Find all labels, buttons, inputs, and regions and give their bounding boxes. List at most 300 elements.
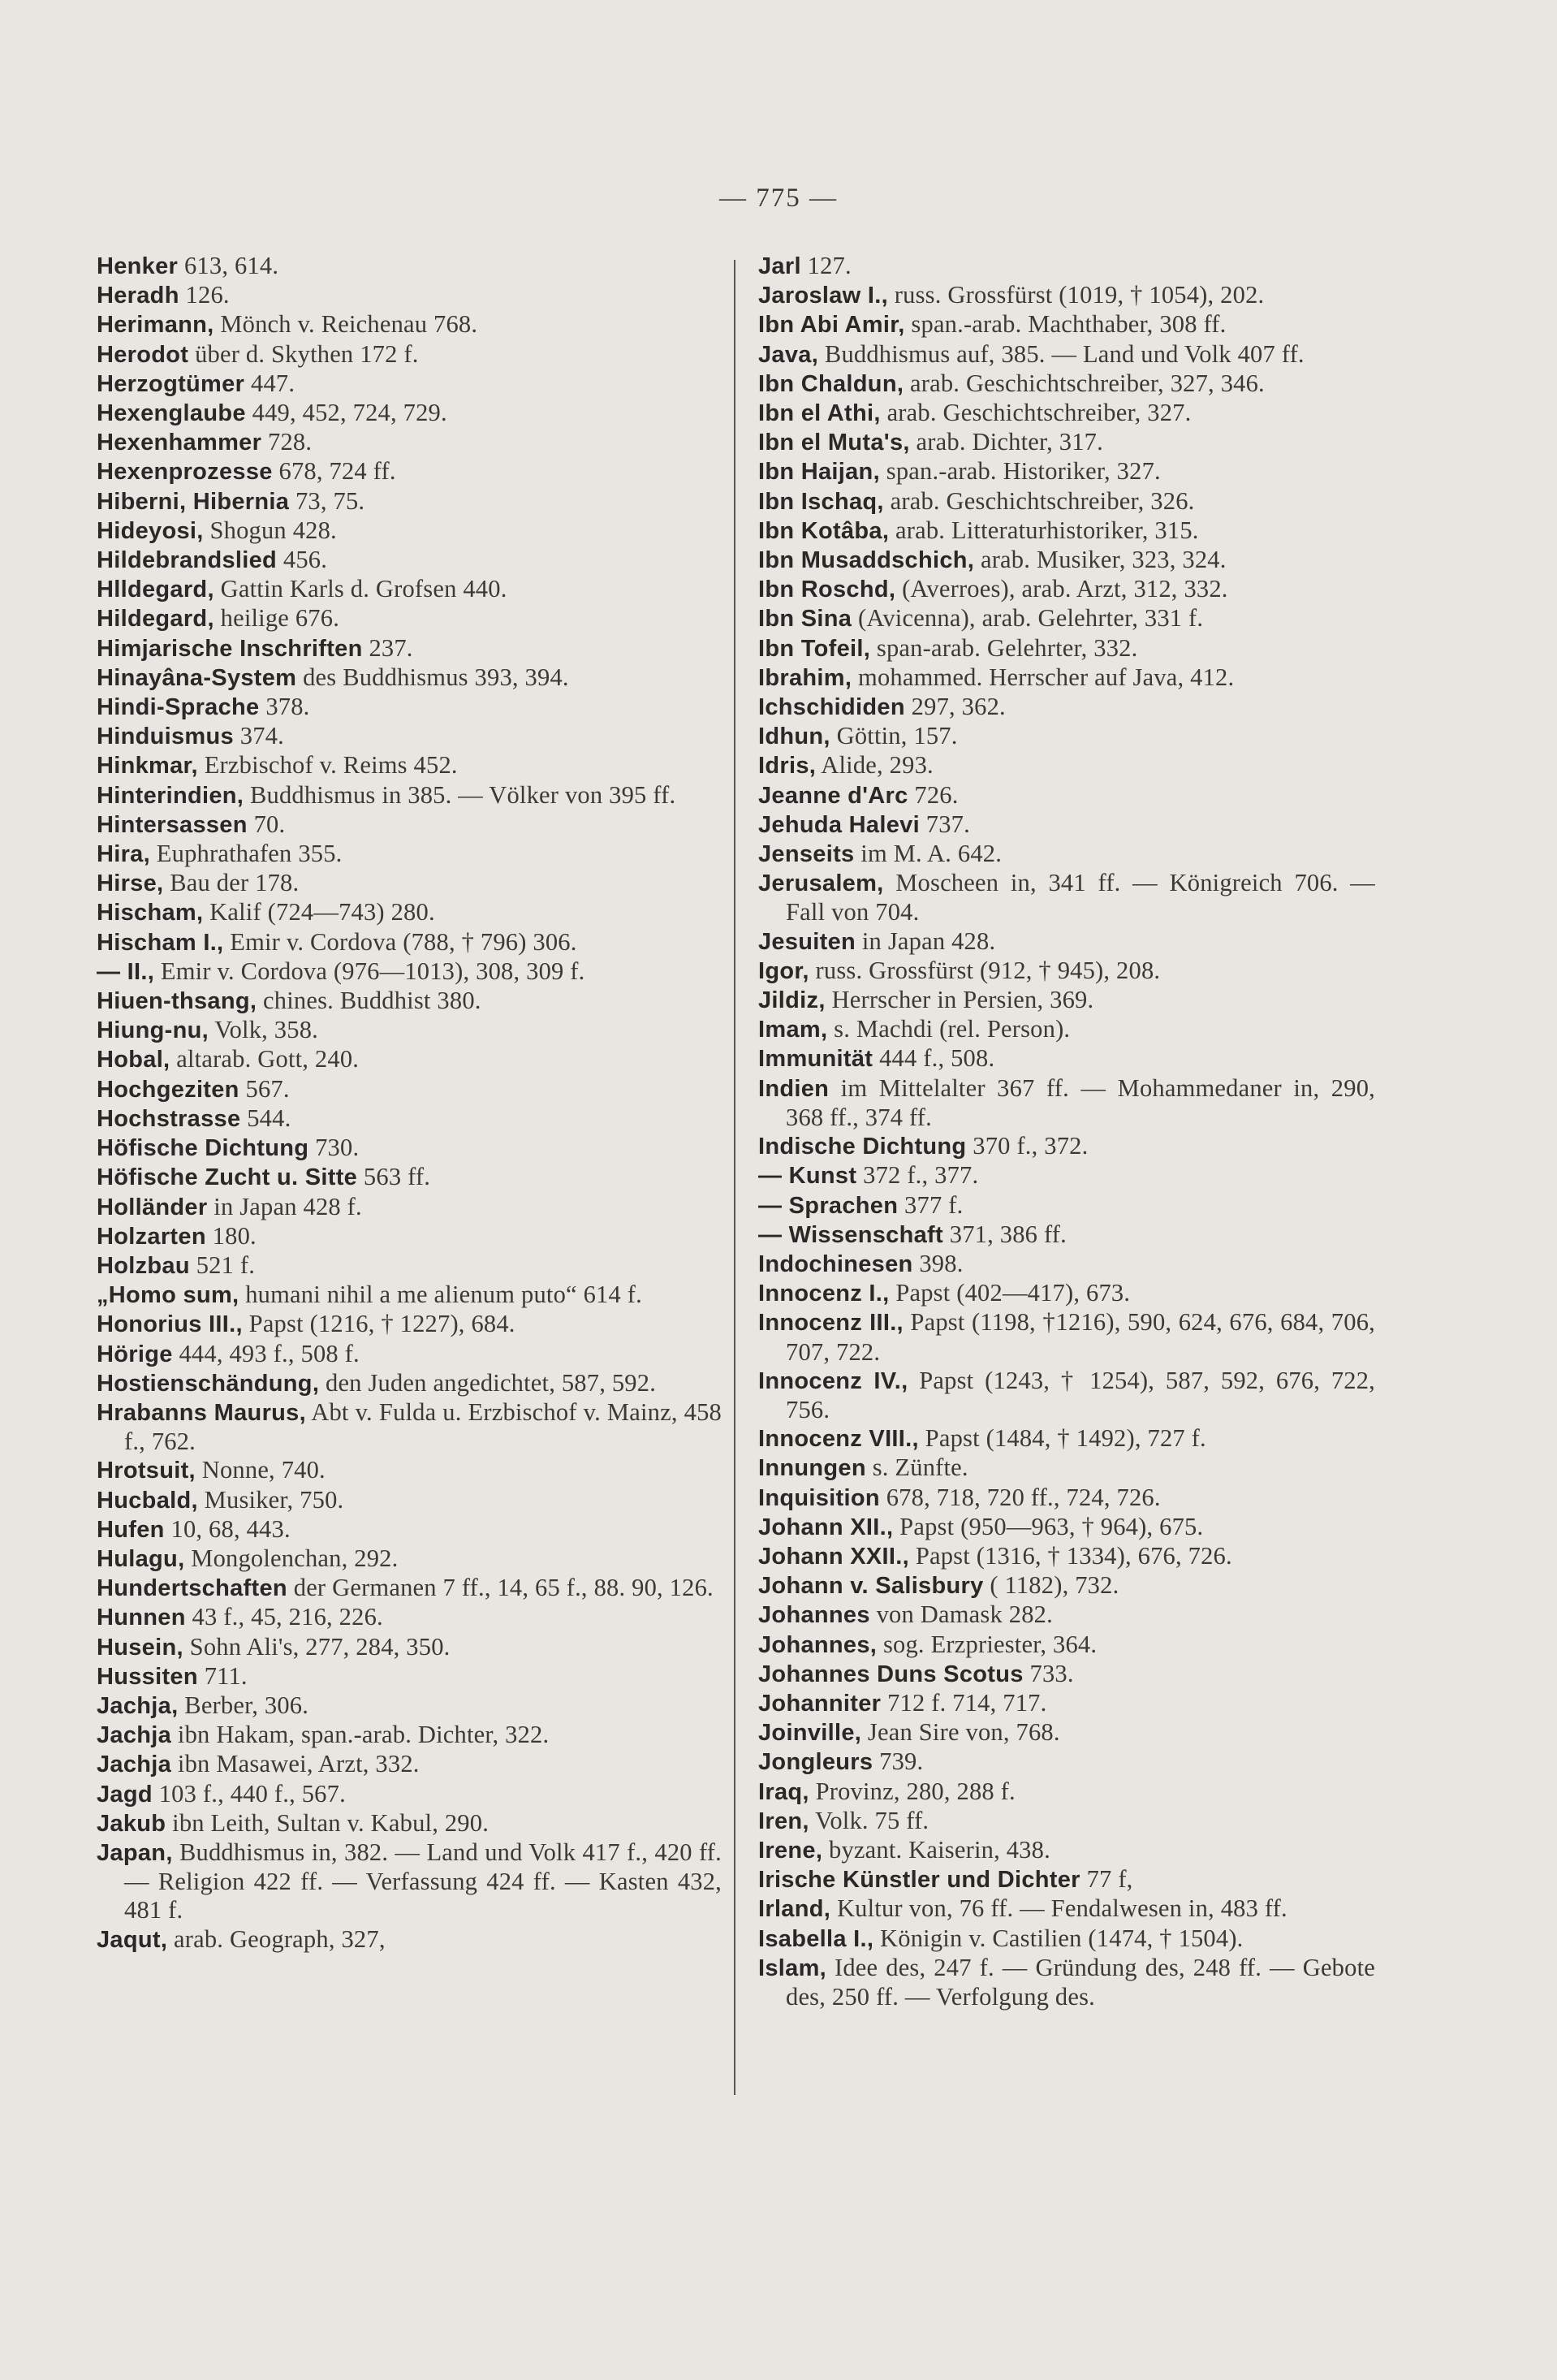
index-references: (Avicenna), arab. Gelehrter, 331 f. xyxy=(852,604,1204,633)
index-term: Ibn el Muta's, xyxy=(758,430,910,456)
index-term: Ibn Musaddschich, xyxy=(758,547,975,574)
index-references: Alide, 293. xyxy=(816,751,934,780)
index-references: Idee des, 247 f. — Gründung des, 248 ff. — Gebote des, 250 ff. — Verfolgung des. xyxy=(786,1953,1375,2011)
index-references: 371, 386 ff. xyxy=(942,1220,1067,1248)
index-term: „Homo sum, xyxy=(97,1282,239,1309)
index-references: Mönch v. Reichenau 768. xyxy=(213,310,478,339)
index-references: Papst (1316, † 1334), 676, 726. xyxy=(909,1541,1232,1570)
index-term: Islam, xyxy=(758,1955,827,1981)
index-references: 711. xyxy=(197,1661,248,1690)
index-references: chines. Buddhist 380. xyxy=(257,987,481,1015)
index-entry xyxy=(97,1544,722,1574)
index-entry xyxy=(97,369,722,399)
index-entry xyxy=(758,340,1375,369)
index-term: Heradh xyxy=(97,283,179,309)
index-term: Jildiz, xyxy=(758,987,826,1014)
index-term: Hildebrandslied xyxy=(97,547,278,574)
index-entry xyxy=(97,1925,722,1955)
index-references: span-arab. Gelehrter, 332. xyxy=(870,633,1138,662)
index-entry xyxy=(758,1718,1375,1747)
index-references: Euphrathafen 355. xyxy=(149,840,343,868)
index-references: 103 f., 440 f., 567. xyxy=(152,1779,346,1808)
index-term: Jehuda Halevi xyxy=(758,811,920,838)
index-entry xyxy=(97,1662,722,1691)
index-term: Johanniter xyxy=(758,1690,882,1717)
index-references: arab. Geschichtschreiber, 327, 346. xyxy=(904,369,1265,397)
index-term: Hostienschändung, xyxy=(97,1370,320,1397)
index-references: 73, 75. xyxy=(289,486,365,515)
index-entry xyxy=(97,1691,722,1721)
index-entry xyxy=(758,1484,1375,1513)
index-term: — Sprachen xyxy=(758,1192,899,1219)
index-references: Erzbischof v. Reims 452. xyxy=(197,751,458,780)
index-entry xyxy=(758,1279,1375,1308)
index-references: span.-arab. Machthaber, 308 ff. xyxy=(904,310,1227,339)
index-term: Hinterindien, xyxy=(97,782,244,809)
index-entry xyxy=(758,1191,1375,1220)
index-term: Jagd xyxy=(97,1781,153,1808)
index-references: 444, 493 f., 508 f. xyxy=(172,1339,360,1367)
index-entry xyxy=(97,1340,722,1369)
index-term: Idris, xyxy=(758,753,817,780)
index-references: 613, 614. xyxy=(178,252,279,279)
index-term: Irene, xyxy=(758,1837,823,1864)
index-term: Jerusalem, xyxy=(758,870,884,897)
index-entry xyxy=(758,869,1375,927)
index-term: Hinayâna-System xyxy=(97,664,297,691)
index-term: Jakub xyxy=(97,1810,166,1837)
index-term: Ibn Roschd, xyxy=(758,577,896,603)
index-entry xyxy=(97,1486,722,1515)
index-entry xyxy=(97,928,722,957)
index-references: Kalif (724—743) 280. xyxy=(203,898,435,927)
index-references: Buddhismus in 385. — Völker von 395 ff. xyxy=(244,780,676,809)
index-references: 567. xyxy=(239,1074,290,1103)
index-entry xyxy=(758,1571,1375,1600)
index-entry xyxy=(758,1542,1375,1571)
index-entry xyxy=(758,1074,1375,1132)
index-entry xyxy=(758,1250,1375,1279)
index-term: Igor, xyxy=(758,957,809,984)
index-entry xyxy=(97,1369,722,1398)
index-entry xyxy=(758,927,1375,957)
index-entry xyxy=(758,1894,1375,1924)
index-references: des Buddhismus 393, 394. xyxy=(296,663,569,691)
index-entry xyxy=(97,487,722,516)
index-entry xyxy=(97,1633,722,1662)
index-entry xyxy=(758,399,1375,428)
index-column-right xyxy=(758,252,1375,2011)
index-entry xyxy=(758,1777,1375,1807)
index-entry xyxy=(97,1603,722,1632)
index-references: 678, 724 ff. xyxy=(272,457,396,486)
index-term: Herzogtümer xyxy=(97,370,245,397)
index-entry xyxy=(97,781,722,810)
index-references: Shogun 428. xyxy=(203,516,337,544)
index-term: Ibrahim, xyxy=(758,664,852,691)
page-number: — 775 — xyxy=(719,184,838,213)
index-references: 456. xyxy=(277,546,328,574)
index-term: — Wissenschaft xyxy=(758,1221,943,1248)
index-references: humani nihil a me alienum puto“ 614 f. xyxy=(239,1281,642,1309)
index-term: Hexenprozesse xyxy=(97,459,273,486)
index-term: Johannes, xyxy=(758,1631,878,1658)
index-references: 449, 452, 724, 729. xyxy=(245,399,447,427)
index-term: Hintersassen xyxy=(97,811,248,838)
index-references: Provinz, 280, 288 f. xyxy=(809,1777,1016,1805)
index-term: Herodot xyxy=(97,341,189,368)
index-entry xyxy=(97,957,722,987)
index-references: Abt v. Fulda u. Erzbischof v. Mainz, 458 f., 762. xyxy=(124,1397,722,1456)
index-term: Ibn Sina xyxy=(758,606,852,633)
index-references: Musiker, 750. xyxy=(197,1485,344,1514)
index-references: arab. Dichter, 317. xyxy=(909,428,1103,456)
index-references: 70. xyxy=(247,810,286,838)
index-term: Johannes Duns Scotus xyxy=(758,1661,1024,1687)
index-term: Jachja, xyxy=(97,1692,179,1719)
column-divider xyxy=(734,260,735,2095)
index-term: Hrabanns Maurus, xyxy=(97,1399,306,1426)
index-references: heilige 676. xyxy=(213,604,340,633)
index-entry xyxy=(97,252,722,281)
index-entry xyxy=(758,428,1375,457)
index-term: Idhun, xyxy=(758,724,830,750)
index-term: Holzarten xyxy=(97,1223,206,1250)
index-term: Iraq, xyxy=(758,1778,809,1805)
index-entry xyxy=(97,1456,722,1485)
index-entry xyxy=(97,604,722,633)
index-entry xyxy=(97,399,722,428)
index-references: s. Machdi (rel. Person). xyxy=(827,1015,1071,1043)
index-entry xyxy=(97,1310,722,1339)
index-term: Hildegard, xyxy=(97,606,214,633)
index-term: Hexenglaube xyxy=(97,400,246,427)
index-references: Bau der 178. xyxy=(163,869,300,897)
index-references: arab. Geschichtschreiber, 327. xyxy=(880,399,1192,427)
index-term: Ibn el Athi, xyxy=(758,400,881,427)
index-entry xyxy=(97,840,722,869)
index-column-left xyxy=(97,252,722,1955)
index-term: Indische Dichtung xyxy=(758,1134,967,1160)
index-entry xyxy=(758,1836,1375,1865)
index-references: 733. xyxy=(1023,1659,1074,1687)
index-references: russ. Grossfürst (912, † 945), 208. xyxy=(809,956,1161,984)
index-references: Papst (1216, † 1227), 684. xyxy=(242,1310,515,1338)
index-references: 544. xyxy=(240,1104,291,1132)
index-term: Innocenz VIII., xyxy=(758,1426,919,1453)
index-references: 739. xyxy=(873,1747,924,1776)
index-references: Papst (1484, † 1492), 727 f. xyxy=(918,1424,1206,1453)
index-references: Buddhismus auf, 385. — Land und Volk 407 ff. xyxy=(818,339,1305,368)
index-term: Indochinesen xyxy=(758,1250,913,1277)
index-entry xyxy=(758,1424,1375,1453)
index-entry xyxy=(97,693,722,722)
index-references: 77 f, xyxy=(1080,1865,1133,1894)
index-references: ibn Hakam, span.-arab. Dichter, 322. xyxy=(171,1721,550,1749)
index-references: ibn Masawei, Arzt, 332. xyxy=(171,1750,420,1778)
index-entry xyxy=(758,1513,1375,1542)
index-entry xyxy=(758,1747,1375,1777)
index-references: arab. Litteraturhistoriker, 315. xyxy=(889,516,1199,544)
index-references: Berber, 306. xyxy=(178,1691,309,1719)
index-entry xyxy=(97,1809,722,1838)
index-term: Ibn Kotâba, xyxy=(758,517,890,544)
index-term: Johann XII., xyxy=(758,1514,894,1540)
index-references: altarab. Gott, 240. xyxy=(170,1045,360,1073)
index-references: Göttin, 157. xyxy=(830,722,958,750)
index-entry xyxy=(97,1398,722,1456)
index-term: Jarl xyxy=(758,253,801,279)
index-references: span.-arab. Historiker, 327. xyxy=(879,457,1161,486)
index-entry xyxy=(97,340,722,369)
index-term: Hrotsuit, xyxy=(97,1458,196,1484)
index-term: Herimann, xyxy=(97,312,214,339)
index-references: 372 f., 377. xyxy=(856,1161,979,1190)
index-entry xyxy=(97,1251,722,1281)
index-references: 126. xyxy=(179,281,230,309)
index-term: Jenseits xyxy=(758,841,855,868)
index-term: — II., xyxy=(97,958,155,985)
index-references: Gattin Karls d. Grofsen 440. xyxy=(213,575,507,603)
index-term: Ibn Ischaq, xyxy=(758,488,884,515)
index-entry xyxy=(758,810,1375,840)
index-term: Hucbald, xyxy=(97,1487,198,1514)
index-entry xyxy=(97,898,722,927)
index-term: Hundertschaften xyxy=(97,1575,287,1602)
index-references: Papst (1198, †1216), 590, 624, 676, 684, 706, 707, 722. xyxy=(786,1308,1375,1366)
index-entry xyxy=(97,810,722,840)
index-entry xyxy=(97,1163,722,1192)
index-entry xyxy=(758,840,1375,869)
index-entry xyxy=(97,1721,722,1750)
index-entry xyxy=(758,575,1375,604)
index-entry xyxy=(758,1807,1375,1836)
index-term: Husein, xyxy=(97,1634,183,1661)
index-references: russ. Grossfürst (1019, † 1054), 202. xyxy=(887,281,1265,309)
index-term: Jaqut, xyxy=(97,1926,168,1953)
index-term: Hochstrasse xyxy=(97,1105,241,1132)
index-entry xyxy=(97,310,722,339)
index-term: Joinville, xyxy=(758,1720,862,1747)
index-entry xyxy=(97,1750,722,1779)
index-term: Hufen xyxy=(97,1516,165,1543)
index-term: Hischam, xyxy=(97,900,204,927)
index-entry xyxy=(97,1193,722,1222)
index-term: Johannes xyxy=(758,1602,870,1629)
index-references: Emir v. Cordova (976—1013), 308, 309 f. xyxy=(154,957,585,985)
index-entry xyxy=(758,252,1375,281)
index-references: Moscheen in, 341 ff. — Königreich 706. — Fall von 704. xyxy=(786,869,1375,927)
index-term: Hira, xyxy=(97,841,150,868)
index-entry xyxy=(758,781,1375,810)
index-references: Sohn Ali's, 277, 284, 350. xyxy=(183,1632,451,1661)
index-term: Irland, xyxy=(758,1896,831,1923)
index-references: 180. xyxy=(205,1221,257,1250)
index-references: 737. xyxy=(919,810,970,838)
index-term: Iren, xyxy=(758,1808,809,1834)
index-references: 43 f., 45, 216, 226. xyxy=(185,1603,383,1631)
index-term: Hochgeziten xyxy=(97,1076,239,1103)
index-entry xyxy=(758,457,1375,486)
index-entry xyxy=(97,457,722,486)
index-term: Ibn Haijan, xyxy=(758,459,880,486)
index-references: Buddhismus in, 382. — Land und Volk 417 f., 420 ff. — Religion 422 ff. — Verfassung 424 ff. — Kasten 432, 481 f. xyxy=(124,1838,722,1924)
index-entry xyxy=(758,516,1375,546)
index-term: Hideyosi, xyxy=(97,517,204,544)
index-entry xyxy=(97,1104,722,1134)
index-references: Herrscher in Persien, 369. xyxy=(825,986,1094,1014)
index-entry xyxy=(758,281,1375,310)
index-term: Hirse, xyxy=(97,870,164,897)
index-entry xyxy=(97,1222,722,1251)
index-entry xyxy=(758,1865,1375,1894)
index-references: 678, 718, 720 ff., 724, 726. xyxy=(879,1483,1161,1511)
index-references: Papst (950—963, † 964), 675. xyxy=(893,1512,1204,1540)
index-entry xyxy=(758,663,1375,693)
index-entry xyxy=(97,987,722,1016)
index-entry xyxy=(758,310,1375,339)
index-entry xyxy=(97,1075,722,1104)
index-term: Isabella I., xyxy=(758,1925,874,1952)
index-entry xyxy=(97,1045,722,1074)
index-term: Innungen xyxy=(758,1455,866,1482)
index-term: Jesuiten xyxy=(758,928,856,955)
index-entry xyxy=(97,869,722,898)
index-references: sog. Erzpriester, 364. xyxy=(877,1630,1098,1658)
index-references: Königin v. Castilien (1474, † 1504). xyxy=(873,1924,1244,1952)
index-term: Hinduismus xyxy=(97,724,234,750)
index-term: Immunität xyxy=(758,1046,873,1073)
index-references: mohammed. Herrscher auf Java, 412. xyxy=(852,663,1235,691)
index-term: Hlldegard, xyxy=(97,577,214,603)
index-entry xyxy=(758,957,1375,986)
index-term: Henker xyxy=(97,253,179,279)
index-term: Japan, xyxy=(97,1839,173,1866)
index-entry xyxy=(758,634,1375,663)
index-references: Emir v. Cordova (788, † 796) 306. xyxy=(223,927,577,956)
index-entry xyxy=(97,1281,722,1310)
index-term: Johann v. Salisbury xyxy=(758,1573,984,1600)
index-term: Hexenhammer xyxy=(97,430,262,456)
index-entry xyxy=(758,751,1375,780)
index-references: in Japan 428. xyxy=(856,927,996,955)
index-term: Honorius III., xyxy=(97,1311,243,1338)
index-references: ( 1182), 732. xyxy=(983,1571,1119,1600)
index-term: Indien xyxy=(758,1075,830,1102)
index-term: Hindi-Sprache xyxy=(97,694,260,721)
index-term: Hunnen xyxy=(97,1605,186,1631)
index-term: Hiung-nu, xyxy=(97,1017,209,1044)
index-entry xyxy=(97,516,722,546)
index-references: im M. A. 642. xyxy=(854,840,1003,868)
index-term: Hischam I., xyxy=(97,929,224,956)
index-references: 398. xyxy=(912,1249,964,1277)
index-entry xyxy=(97,1134,722,1163)
index-term: Hussiten xyxy=(97,1663,198,1690)
index-entry xyxy=(97,1016,722,1045)
index-term: Höfische Dichtung xyxy=(97,1135,309,1162)
index-entry xyxy=(97,1780,722,1809)
index-references: von Damask 282. xyxy=(869,1600,1053,1629)
index-entry xyxy=(758,487,1375,516)
index-term: Innocenz IV., xyxy=(758,1367,908,1394)
index-references: 730. xyxy=(308,1134,360,1162)
index-entry xyxy=(758,1924,1375,1954)
index-references: arab. Geograph, 327, xyxy=(167,1924,386,1953)
index-entry xyxy=(758,1132,1375,1161)
index-entry xyxy=(758,1220,1375,1250)
index-references: 297, 362. xyxy=(904,693,1006,721)
index-references: 370 f., 372. xyxy=(966,1132,1089,1160)
index-term: Ichschididen xyxy=(758,694,905,721)
index-references: arab. Musiker, 323, 324. xyxy=(974,546,1227,574)
index-term: Hiuen-thsang, xyxy=(97,988,257,1015)
index-entry xyxy=(758,722,1375,751)
index-term: Höfische Zucht u. Sitte xyxy=(97,1164,358,1191)
index-references: 447. xyxy=(244,369,295,397)
index-references: s. Zünfte. xyxy=(865,1453,968,1482)
index-entry xyxy=(97,663,722,693)
index-references: 127. xyxy=(800,252,852,279)
index-entry xyxy=(97,281,722,310)
index-references: 521 f. xyxy=(189,1250,256,1279)
index-entry xyxy=(758,604,1375,633)
index-references: 377 f. xyxy=(898,1190,964,1219)
index-references: 378. xyxy=(259,693,310,721)
index-entry xyxy=(97,575,722,604)
index-references: Jean Sire von, 768. xyxy=(861,1718,1060,1747)
index-term: Irische Künstler und Dichter xyxy=(758,1867,1080,1894)
index-references: über d. Skythen 172 f. xyxy=(188,339,419,368)
index-term: Hiberni, Hibernia xyxy=(97,488,290,515)
index-entry xyxy=(97,1515,722,1544)
index-term: — Kunst xyxy=(758,1163,857,1190)
index-term: Holländer xyxy=(97,1194,208,1220)
index-entry xyxy=(758,1161,1375,1190)
index-entry xyxy=(97,1838,722,1925)
index-references: arab. Geschichtschreiber, 326. xyxy=(883,486,1195,515)
index-entry xyxy=(758,1044,1375,1073)
index-references: Papst (402—417), 673. xyxy=(889,1279,1131,1307)
index-term: Hörige xyxy=(97,1341,173,1367)
index-term: Ibn Tofeil, xyxy=(758,635,871,662)
index-entry xyxy=(97,546,722,575)
index-term: Holzbau xyxy=(97,1252,190,1279)
index-entry xyxy=(758,1015,1375,1044)
index-term: Jeanne d'Arc xyxy=(758,782,908,809)
index-term: Jachja xyxy=(97,1752,172,1778)
index-references: Kultur von, 76 ff. — Fendalwesen in, 483 ff. xyxy=(830,1894,1287,1923)
index-entry xyxy=(97,1574,722,1603)
index-entry xyxy=(758,986,1375,1015)
index-references: Mongolenchan, 292. xyxy=(184,1544,399,1572)
index-references: Papst (1243, † 1254), 587, 592, 676, 722, 756. xyxy=(786,1366,1375,1423)
index-references: ibn Leith, Sultan v. Kabul, 290. xyxy=(166,1808,490,1837)
index-entry xyxy=(758,1453,1375,1483)
index-references: der Germanen 7 ff., 14, 65 f., 88. 90, 126. xyxy=(287,1574,714,1602)
index-entry xyxy=(97,428,722,457)
index-entry xyxy=(758,1308,1375,1366)
index-term: Ibn Abi Amir, xyxy=(758,312,905,339)
index-term: Innocenz III., xyxy=(758,1310,904,1337)
index-references: in Japan 428 f. xyxy=(207,1192,362,1220)
index-term: Jongleurs xyxy=(758,1749,873,1776)
index-references: byzant. Kaiserin, 438. xyxy=(822,1835,1050,1864)
index-references: im Mittelalter 367 ff. — Mohammedaner in, 290, 368 ff., 374 ff. xyxy=(786,1073,1375,1131)
index-references: Volk, 358. xyxy=(209,1016,318,1044)
index-entry xyxy=(758,1600,1375,1630)
index-entry xyxy=(758,1660,1375,1689)
